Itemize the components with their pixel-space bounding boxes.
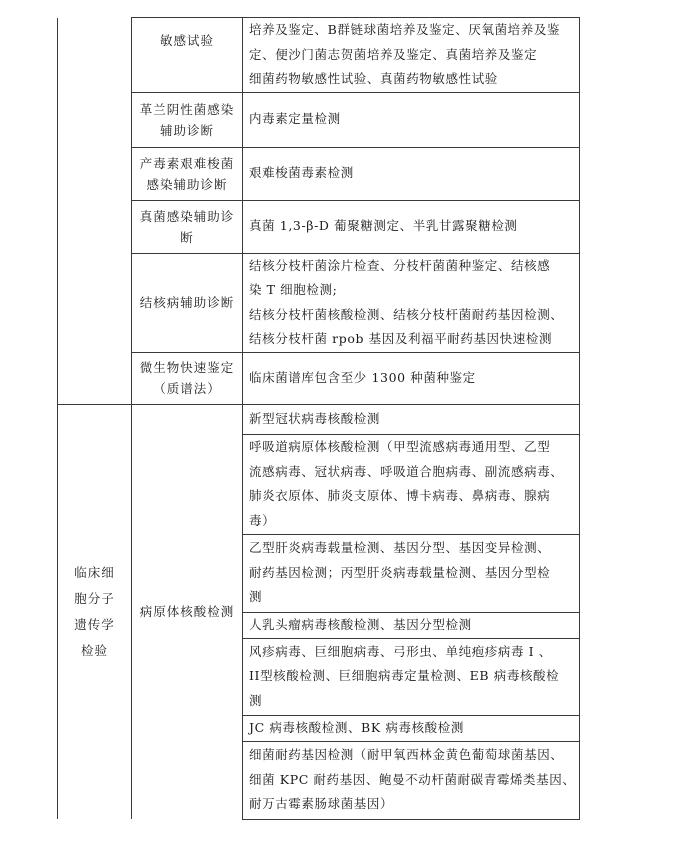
detail-cell [243, 612, 580, 638]
detail-line: 艰难梭菌毒素检测 [249, 165, 354, 181]
detail-cell [243, 434, 580, 534]
detail-line: II型核酸检测、巨细胞病毒定量检测、EB 病毒核酸检 [249, 668, 560, 684]
item-cell [132, 18, 243, 93]
table-row [58, 200, 580, 253]
detail-line: 内毒素定量检测 [249, 111, 341, 127]
detail-cell [243, 200, 580, 253]
detail-cell [243, 253, 580, 352]
item-cell: 结核病辅助诊断 [132, 253, 243, 352]
detail-line: 染 T 细胞检测; [249, 282, 338, 297]
detail-line: 细菌 KPC 耐药基因、鲍曼不动杆菌耐碳青霉烯类基因、 [249, 771, 576, 787]
detail-line: 呼吸道病原体核酸检测（甲型流感病毒通用型、乙型 [249, 439, 551, 454]
detail-line: 临床菌谱库包含至少 1300 种菌种鉴定 [249, 369, 476, 385]
category-cell-empty [58, 18, 132, 405]
detail-line: 培养及鉴定、B群链球菌培养及鉴定、厌氧菌培养及鉴 [249, 22, 561, 37]
detail-line: 乙型肝炎病毒载量检测、基因分型、基因变异检测、 [249, 540, 551, 556]
detail-cell [243, 638, 580, 715]
detail-line: 风疹病毒、巨细胞病毒、弓形虫、单纯疱疹病毒 I 、 [249, 643, 552, 659]
category-cell [58, 404, 132, 819]
item-cell: 革兰阴性菌感染辅助诊断 [132, 92, 243, 147]
item-cell: 病原体核酸检测 [132, 404, 243, 819]
detail-cell [243, 741, 580, 819]
detail-line: 耐药基因检测；丙型肝炎病毒载量检测、基因分型检 [249, 564, 551, 580]
category-label: 临床细胞分子遗传学检验 [74, 564, 115, 658]
item-cell: 产毒素艰难梭菌感染辅助诊断 [132, 147, 243, 200]
detail-cell [243, 147, 580, 200]
detail-cell [243, 18, 580, 93]
detail-cell [243, 534, 580, 612]
detail-line: 真菌 1,3-β-D 葡聚糖测定、半乳甘露聚糖检测 [249, 218, 518, 234]
detail-line: 细菌药物敏感性试验、真菌药物敏感性试验 [249, 71, 498, 86]
detail-line: 耐万古霉素肠球菌基因） [249, 796, 394, 812]
test-items-table [57, 17, 580, 820]
detail-line: 定、便沙门菌志贺菌培养及鉴定、真菌培养及鉴定 [249, 46, 538, 62]
detail-line: 人乳头瘤病毒核酸检测、基因分型检测 [249, 616, 472, 632]
detail-cell [243, 715, 580, 741]
detail-line: 结核分枝杆菌核酸检测、结核分枝杆菌耐药基因检测、 [249, 306, 564, 322]
item-cell: 真菌感染辅助诊断 [132, 200, 243, 253]
detail-line: 细菌耐药基因检测（耐甲氧西林金黄色葡萄球菌基因、 [249, 747, 564, 763]
detail-line: 新型冠状病毒核酸检测 [249, 410, 381, 426]
detail-line: 测 [249, 692, 263, 708]
table-row [58, 253, 580, 352]
table-row [58, 147, 580, 200]
table-row [58, 404, 580, 434]
detail-cell [243, 92, 580, 147]
table-row [58, 352, 580, 404]
detail-line: 肺炎衣原体、肺炎支原体、博卡病毒、鼻病毒、腺病 [249, 488, 551, 503]
item-cell: 微生物快速鉴定（质谱法） [132, 352, 243, 404]
detail-cell [243, 352, 580, 404]
detail-cell [243, 404, 580, 434]
detail-line: JC 病毒核酸检测、BK 病毒核酸检测 [249, 719, 464, 735]
detail-line: 毒） [249, 512, 276, 528]
table-row [58, 18, 580, 93]
detail-line: 结核分枝杆菌 rpob 基因及利福平耐药基因快速检测 [249, 331, 553, 346]
detail-line: 结核分枝杆菌涂片检查、分枝杆菌菌种鉴定、结核感 [249, 257, 551, 273]
detail-line: 测 [249, 589, 263, 605]
table-row [58, 92, 580, 147]
item-label: 敏感试验 [159, 33, 214, 49]
detail-line: 流感病毒、冠状病毒、呼吸道合胞病毒、副流感病毒、 [249, 463, 564, 479]
